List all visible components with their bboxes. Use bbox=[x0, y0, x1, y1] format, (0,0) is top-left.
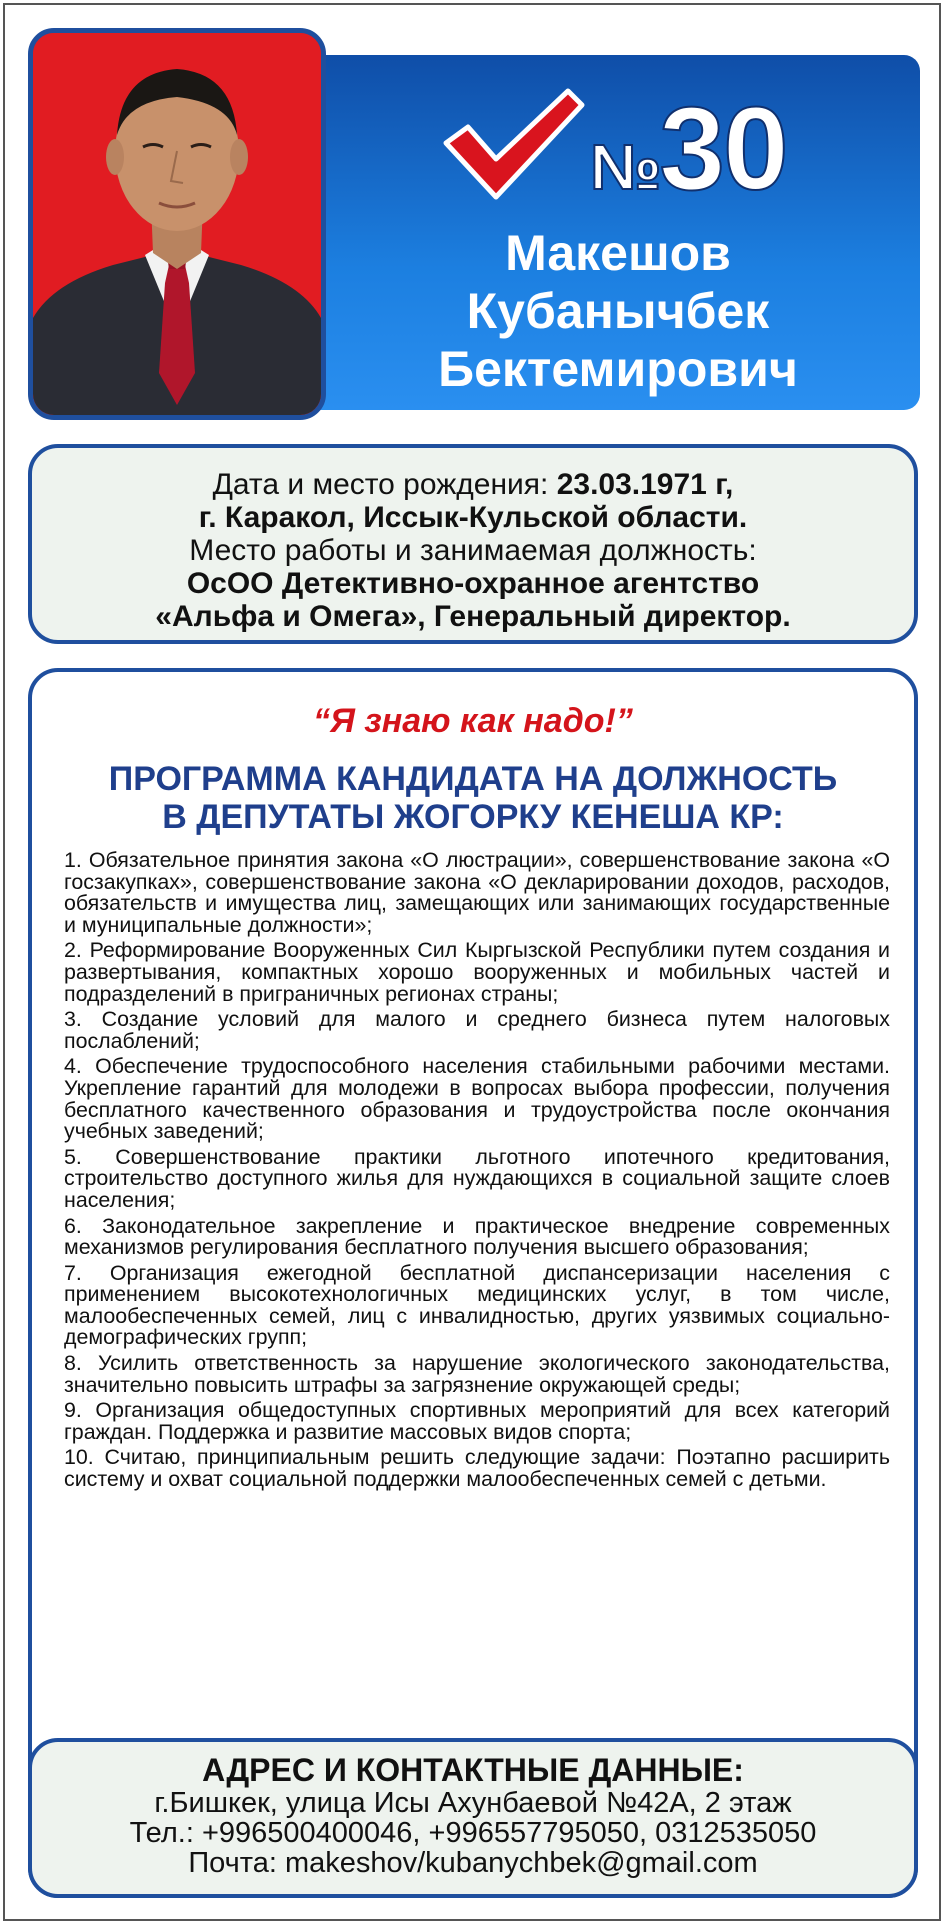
program-item: 10. Считаю, принципиальным решить следующие задачи: Поэтапно расширить систему и охват социальной поддержки малообеспеченных семей с детьми. bbox=[64, 1445, 890, 1492]
program-item: 6. Законодательное закрепление и практическое внедрение современных механизмов регулирования бесплатного получения высшего образования; bbox=[64, 1213, 890, 1260]
program-items bbox=[64, 850, 890, 1495]
contacts-box bbox=[28, 1738, 918, 1898]
candidate-first-name: Кубанычбек bbox=[466, 283, 770, 339]
program-title-line-1: ПРОГРАММА КАНДИДАТА НА ДОЛЖНОСТЬ bbox=[108, 760, 838, 798]
birth-date: 23.03.1971 г, bbox=[556, 468, 734, 501]
number-prefix: № bbox=[590, 131, 660, 203]
work-line-2: «Альфа и Омега», Генеральный директор. bbox=[155, 600, 791, 633]
program-item: 7. Организация ежегодной бесплатной диспансеризации населения с применением высокотехнологичных медицинских услуг, в том числе, малообеспеченных семей, лиц с инвалидностью, других уязвимых социально-демографических групп; bbox=[64, 1260, 890, 1350]
contact-address: г.Бишкек, улица Исы Ахунбаевой №42А, 2 этаж bbox=[154, 1787, 792, 1819]
program-item: 9. Организация общедоступных спортивных мероприятий для всех категорий граждан. Поддержка и развитие массовых видов спорта; bbox=[64, 1398, 890, 1444]
candidate-patronymic: Бектемирович bbox=[438, 341, 798, 397]
contact-email: Почта: makeshov/kubanychbek@gmail.com bbox=[188, 1847, 758, 1879]
candidate-number bbox=[590, 83, 787, 215]
contact-phones: Тел.: +996500400046, +996557795050, 0312535050 bbox=[129, 1817, 817, 1849]
program-item: 3. Создание условий для малого и среднего бизнеса путем налоговых послаблений; bbox=[64, 1007, 890, 1053]
program-item: 2. Реформирование Вооруженных Сил Кыргызской Республики путем создания и развертывания, компактных хорошо вооруженных и мобильных частей и подразделений в приграничных регионах страны; bbox=[64, 938, 890, 1006]
work-line-1: ОсОО Детективно-охранное агентство bbox=[186, 567, 760, 600]
birth-line bbox=[32, 468, 914, 501]
program-title bbox=[32, 760, 914, 836]
candidate-surname: Макешов bbox=[505, 225, 731, 281]
work-label: Место работы и занимаемая должность: bbox=[189, 534, 757, 567]
program-item: 4. Обеспечение трудоспособного населения стабильными рабочими местами. Укрепление гарантий для молодежи в вопросах выбора профессии, получения бесплатного качественного образования и трудоустройства после окончания учебных заведений; bbox=[64, 1054, 890, 1144]
candidate-info-box bbox=[28, 444, 918, 644]
program-box bbox=[28, 668, 918, 1898]
program-item: 5. Совершенствование практики льготного ипотечного кредитования, строительство доступного жилья для нуждающихся в социальной защите слоев населения; bbox=[64, 1144, 890, 1212]
contacts-title: АДРЕС И КОНТАКТНЫЕ ДАННЫЕ: bbox=[202, 1752, 744, 1788]
birth-label: Дата и место рождения: bbox=[212, 468, 557, 501]
slogan: “Я знаю как надо!” bbox=[313, 702, 633, 740]
program-item: 1. Обязательное принятия закона «О люстрации», совершенствование закона «О госзакупках», совершенствование закона «О декларировании доходов, расходов, обязательств и имущества лиц, замещающих или занимающих государственные и муниципальные должности»; bbox=[64, 848, 890, 937]
candidate-photo bbox=[28, 28, 326, 420]
program-item: 8. Усилить ответственность за нарушение экологического законодательства, значительно повысить штрафы за загрязнение окружающей среды; bbox=[64, 1351, 890, 1397]
birth-place: г. Каракол, Иссык-Кульской области. bbox=[198, 501, 748, 534]
program-title-line-2: В ДЕПУТАТЫ ЖОГОРКУ КЕНЕША КР: bbox=[162, 798, 784, 836]
number-value: 30 bbox=[659, 83, 787, 215]
checkmark-icon bbox=[438, 85, 588, 205]
